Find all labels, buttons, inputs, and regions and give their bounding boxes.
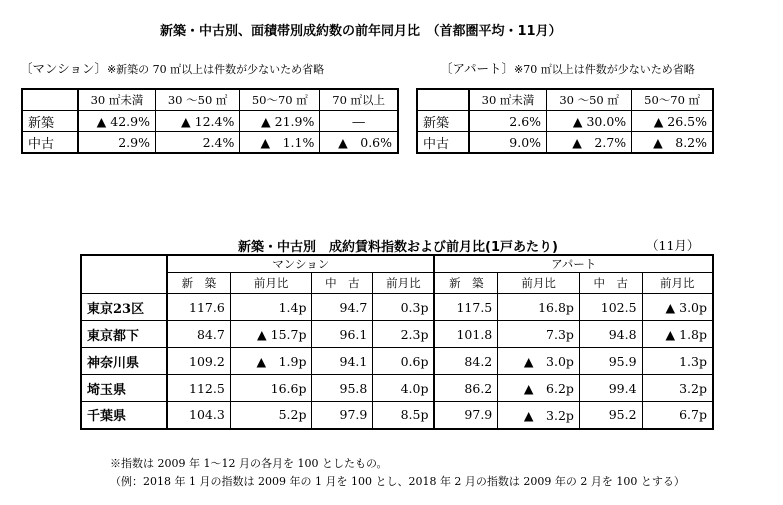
table-cell: 8.5p [373,402,435,429]
row-label: 新築 [417,111,469,132]
group-header-mansion: マンション [167,255,434,273]
table-row [22,111,398,132]
table-cell: ▲ 21.9% [240,111,320,132]
table-cell: 2.9% [78,132,155,154]
mansion-table [21,88,399,154]
sub-header-cell: 前月比 [230,273,312,294]
table-header-cell: 30 ㎡未満 [78,89,155,111]
table-header-cell [22,89,78,111]
row-label: 東京都下 [81,321,167,348]
table-cell: 0.6p [373,348,435,375]
table-row [22,89,398,111]
table-cell: 94.8 [579,321,642,348]
mansion-note [20,58,324,77]
table-cell: 94.7 [312,294,373,321]
table-cell: ▲ 3.0p [498,348,580,375]
sub-header-cell: 前月比 [498,273,580,294]
table-cell: ▲ 6.2p [498,375,580,402]
table-cell: 95.8 [312,375,373,402]
table-row [81,321,713,348]
table-cell: ▲ 1.8p [642,321,713,348]
sub-header-cell: 中 古 [312,273,373,294]
row-label: 東京23区 [81,294,167,321]
table-cell: 7.3p [498,321,580,348]
table-header-cell: 30 ～50 ㎡ [155,89,239,111]
row-label: 新築 [22,111,78,132]
sub-header-cell: 新 築 [434,273,497,294]
table-cell: ▲ 3.2p [498,402,580,429]
mansion-note-text: ※新築の 70 ㎡以上は件数が少ないため省略 [106,63,325,76]
table-cell: ▲ 0.6% [320,132,398,154]
table-row [81,375,713,402]
table-row [81,348,713,375]
table-cell: ▲ 30.0% [547,111,632,132]
row-label: 中古 [22,132,78,154]
row-label: 中古 [417,132,469,154]
table-row [81,273,713,294]
table-row [81,402,713,429]
table-cell: 104.3 [167,402,230,429]
table-cell: 102.5 [579,294,642,321]
apart-table [416,88,714,154]
table-header-cell: 50～70 ㎡ [240,89,320,111]
table-header-cell: 70 ㎡以上 [320,89,398,111]
table-cell: 96.1 [312,321,373,348]
table-cell: ▲ 3.0p [642,294,713,321]
table-row [81,255,713,273]
table-cell: ▲ 1.1% [240,132,320,154]
rent-index-table [80,254,714,430]
table-header-cell: 30 ～50 ㎡ [547,89,632,111]
table-row [81,294,713,321]
table-cell: 117.6 [167,294,230,321]
table-cell: 97.9 [312,402,373,429]
table-cell: ▲ 26.5% [632,111,713,132]
table-cell: 101.8 [434,321,497,348]
table-cell: ▲ 15.7p [230,321,312,348]
table-cell: 2.6% [469,111,547,132]
table-cell: 2.3p [373,321,435,348]
table-cell: 94.1 [312,348,373,375]
table-row [417,132,713,154]
group-header-apart: アパート [434,255,713,273]
table-header-cell [417,89,469,111]
table-cell: 5.2p [230,402,312,429]
table-cell: 95.9 [579,348,642,375]
mansion-note-label: 〔マンション〕 [20,61,107,76]
table-cell: 112.5 [167,375,230,402]
table-cell: ▲ 2.7% [547,132,632,154]
table-cell: 1.3p [642,348,713,375]
table-header-cell: 30 ㎡未満 [469,89,547,111]
table-cell: 109.2 [167,348,230,375]
table-corner-cell [81,255,167,294]
table-cell: 84.7 [167,321,230,348]
footnote-1: ※指数は 2009 年 1～12 月の各月を 100 としたもの。 [110,457,388,470]
table-cell: 84.2 [434,348,497,375]
table-cell: 4.0p [373,375,435,402]
table-cell: 1.4p [230,294,312,321]
table-cell: 86.2 [434,375,497,402]
table-cell: 95.2 [579,402,642,429]
table-cell: 9.0% [469,132,547,154]
sub-header-cell: 新 築 [167,273,230,294]
table-header-cell: 50～70 ㎡ [632,89,713,111]
table-cell: 99.4 [579,375,642,402]
row-label: 神奈川県 [81,348,167,375]
row-label: 千葉県 [81,402,167,429]
table-row [22,132,398,154]
table-cell: 3.2p [642,375,713,402]
table-cell: 16.6p [230,375,312,402]
table-cell: 16.8p [498,294,580,321]
table-cell: ▲ 8.2% [632,132,713,154]
sub-header-cell: 前月比 [373,273,435,294]
table-cell: 97.9 [434,402,497,429]
apart-note-text: ※70 ㎡以上は件数が少ないため省略 [514,63,695,76]
table-cell: ▲ 42.9% [78,111,155,132]
table-row [417,111,713,132]
sub-header-cell: 前月比 [642,273,713,294]
table-cell: ▲ 12.4% [155,111,239,132]
footnote-2: （例：2018 年 1 月の指数は 2009 年の 1 月を 100 とし、2018 年 2 月の指数は 2009 年の 2 月を 100 とする） [110,475,685,488]
apart-note-label: 〔アパート〕 [440,61,515,76]
table-row [417,89,713,111]
apart-note [440,58,695,77]
row-label: 埼玉県 [81,375,167,402]
table-cell: 117.5 [434,294,497,321]
table-cell: 0.3p [373,294,435,321]
rent-title: 新築・中古別 成約賃料指数および前月比(1戸あたり) [238,240,558,255]
table-cell: ― [320,111,398,132]
page-title: 新築・中古別、面積帯別成約数の前年同月比 （首都圏平均・11月） [160,24,562,39]
sub-header-cell: 中 古 [579,273,642,294]
table-cell: 6.7p [642,402,713,429]
table-cell: 2.4% [155,132,239,154]
table-cell: ▲ 1.9p [230,348,312,375]
rent-title-month: （11月） [646,238,700,253]
